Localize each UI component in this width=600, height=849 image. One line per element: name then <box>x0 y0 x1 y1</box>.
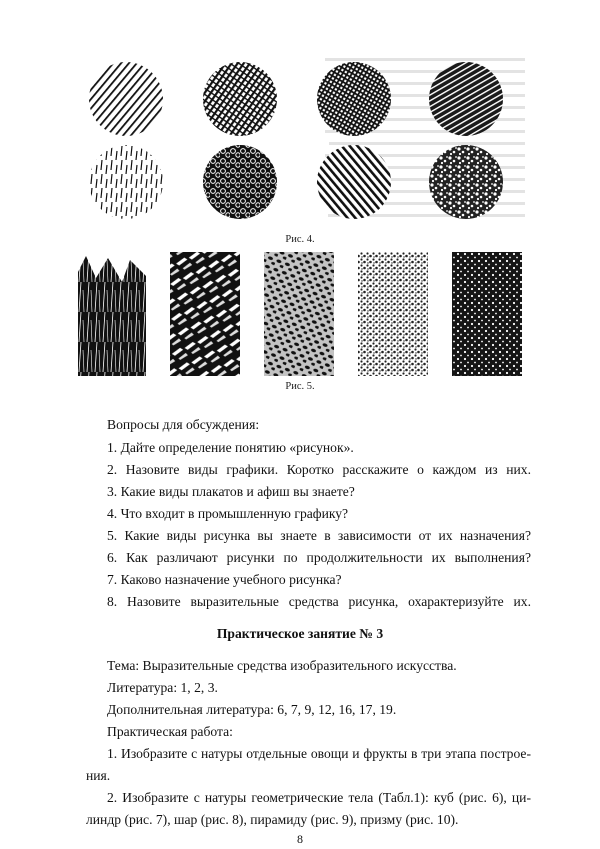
question-4: 4. Что входит в промышленную графику? <box>107 506 349 521</box>
practice-task-2-line-1: 2. Изобразите с натуры геометрические тела (Табл.1): куб (рис. 6), ци- <box>107 790 531 805</box>
practice-topic: Тема: Выразительные средства изобразительного искусства. <box>107 658 457 673</box>
figure-4-texture-circles <box>70 48 530 230</box>
figure-5-caption: Рис. 5. <box>285 381 315 392</box>
practice-task-1-line-1: 1. Изобразите с натуры отдельные овощи и фрукты в три этапа построе- <box>107 746 531 761</box>
questions-intro: Вопросы для обсуждения: <box>107 417 260 432</box>
practice-heading: Практическое занятие № 3 <box>216 626 384 641</box>
question-1: 1. Дайте определение понятию «рисунок». <box>107 440 354 455</box>
practice-additional-literature: Дополнительная литература: 6, 7, 9, 12, 16, 17, 19. <box>107 702 397 717</box>
question-5: 5. Какие виды рисунка вы знаете в зависимости от их назначения? <box>107 528 531 543</box>
page-number: 8 <box>297 832 303 846</box>
practice-literature: Литература: 1, 2, 3. <box>107 680 218 695</box>
practice-task-2-line-2: линдр (рис. 7), шар (рис. 8), пирамиду (рис. 9), призму (рис. 10). <box>86 812 459 827</box>
question-2: 2. Назовите виды графики. Коротко расскажите о каждом из них. <box>107 462 531 477</box>
practice-work-label: Практическая работа: <box>107 724 233 739</box>
practice-task-1-line-2: ния. <box>86 768 111 783</box>
question-6: 6. Как различают рисунки по продолжительности их выполнения? <box>107 550 531 565</box>
figure-5-texture-swatches <box>78 252 522 376</box>
figure-4-caption: Рис. 4. <box>285 234 315 245</box>
question-8: 8. Назовите выразительные средства рисунка, охарактеризуйте их. <box>107 594 531 609</box>
question-7: 7. Каково назначение учебного рисунка? <box>107 572 342 587</box>
question-3: 3. Какие виды плакатов и афиш вы знаете? <box>107 484 355 499</box>
